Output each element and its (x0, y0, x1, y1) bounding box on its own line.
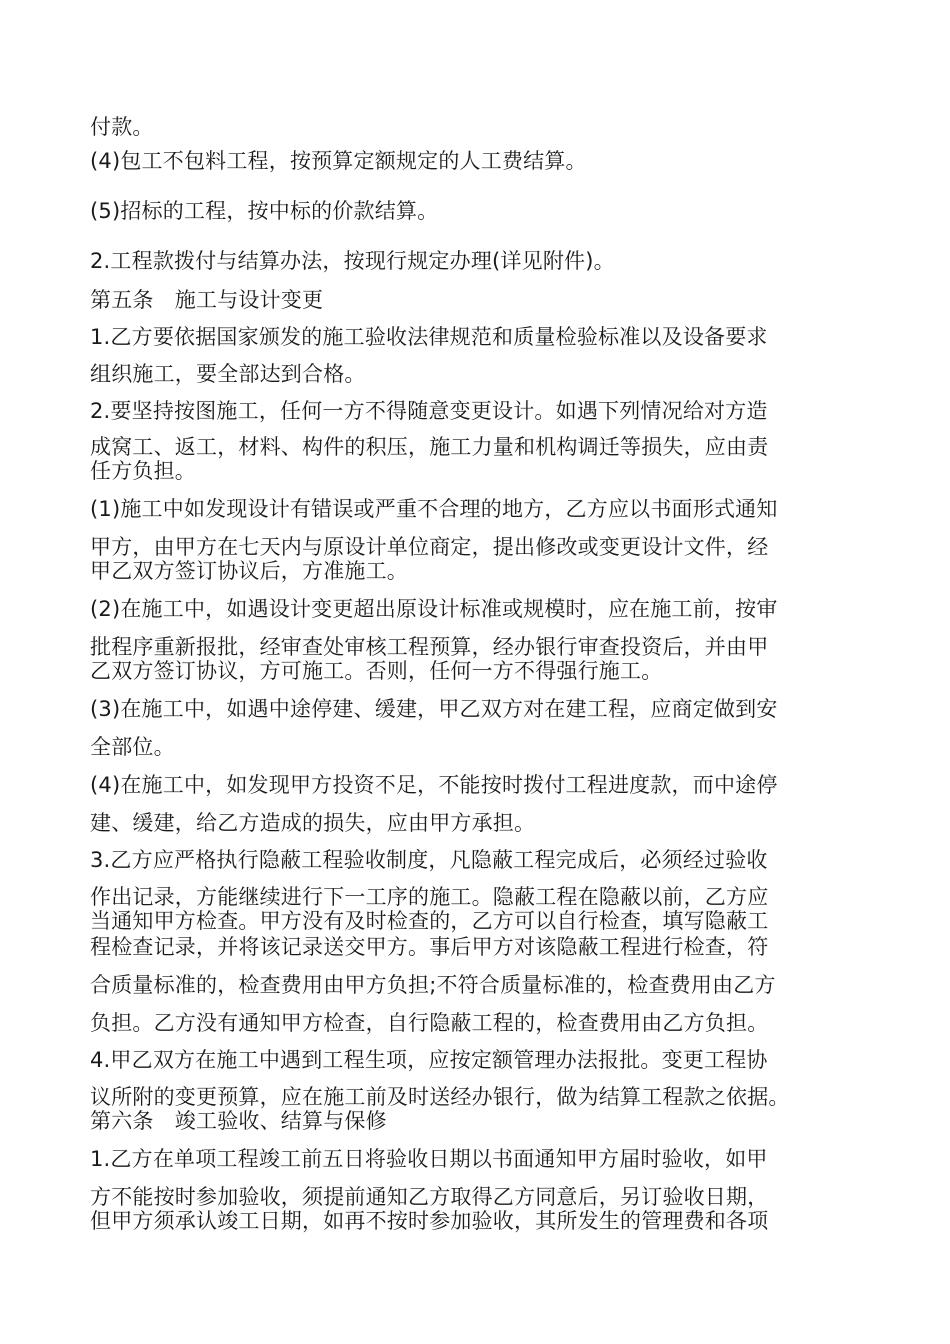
text-line: (4)在施工中，如发现甲方投资不足，不能按时拨付工程进度款，而中途停 (90, 773, 778, 797)
text-line: 任方负担。 (90, 459, 196, 483)
text-line: 作出记录，方能继续进行下一工序的施工。隐蔽工程在隐蔽以前，乙方应 (90, 885, 769, 909)
text-line: 1.乙方要依据国家颁发的施工验收法律规范和质量检验标准以及设备要求 (90, 325, 768, 349)
text-line: 2.要坚持按图施工，任何一方不得随意变更设计。如遇下列情况给对方造 (90, 399, 768, 423)
text-line: (1)施工中如发现设计有错误或严重不合理的地方，乙方应以书面形式通知 (90, 497, 778, 521)
section-heading: 第五条 施工与设计变更 (90, 288, 324, 312)
text-line: 合质量标准的，检查费用由甲方负担;不符合质量标准的，检查费用由乙方 (90, 973, 776, 997)
text-line: 议所附的变更预算，应在施工前及时送经办银行，做为结算工程款之依据。 (90, 1085, 790, 1109)
text-line: 但甲方须承认竣工日期，如再不按时参加验收，其所发生的管理费和各项 (90, 1209, 769, 1233)
text-line: 付款。 (90, 115, 154, 139)
text-line: (5)招标的工程，按中标的价款结算。 (90, 199, 439, 223)
text-line: 方不能按时参加验收，须提前通知乙方取得乙方同意后，另订验收日期， (90, 1185, 769, 1209)
text-line: (3)在施工中，如遇中途停建、缓建，甲乙双方对在建工程，应商定做到安 (90, 697, 778, 721)
text-line: 甲乙双方签订协议后，方准施工。 (90, 559, 408, 583)
text-line: 建、缓建，给乙方造成的损失，应由甲方承担。 (90, 811, 536, 835)
text-line: 甲方，由甲方在七天内与原设计单位商定，提出修改或变更设计文件，经 (90, 535, 769, 559)
text-line: 3.乙方应严格执行隐蔽工程验收制度，凡隐蔽工程完成后，必须经过验收 (90, 848, 768, 872)
text-line: 批程序重新报批，经审查处审核工程预算，经办银行审查投资后，并由甲 (90, 635, 769, 659)
text-line: 负担。乙方没有通知甲方检查，自行隐蔽工程的，检查费用由乙方负担。 (90, 1011, 769, 1035)
text-line: 程检查记录，并将该记录送交甲方。事后甲方对该隐蔽工程进行检查，符 (90, 935, 769, 959)
text-line: 乙双方签订协议，方可施工。否则，任何一方不得强行施工。 (90, 659, 663, 683)
text-line: (4)包工不包料工程，按预算定额规定的人工费结算。 (90, 149, 587, 173)
text-line: 成窝工、返工，材料、构件的积压，施工力量和机构调迁等损失，应由责 (90, 435, 769, 459)
text-line: 组织施工，要全部达到合格。 (90, 362, 366, 386)
text-line: (2)在施工中，如遇设计变更超出原设计标准或规模时，应在施工前，按审 (90, 597, 778, 621)
text-line: 当通知甲方检查。甲方没有及时检查的，乙方可以自行检查，填写隐蔽工 (90, 909, 769, 933)
section-heading: 第六条 竣工验收、结算与保修 (90, 1109, 387, 1133)
text-line: 1.乙方在单项工程竣工前五日将验收日期以书面通知甲方届时验收，如甲 (90, 1147, 768, 1171)
text-line: 4.甲乙双方在施工中遇到工程生项，应按定额管理办法报批。变更工程协 (90, 1048, 768, 1072)
text-line: 全部位。 (90, 735, 175, 759)
text-line: 2.工程款拨付与结算办法，按现行规定办理(详见附件)。 (90, 249, 615, 273)
